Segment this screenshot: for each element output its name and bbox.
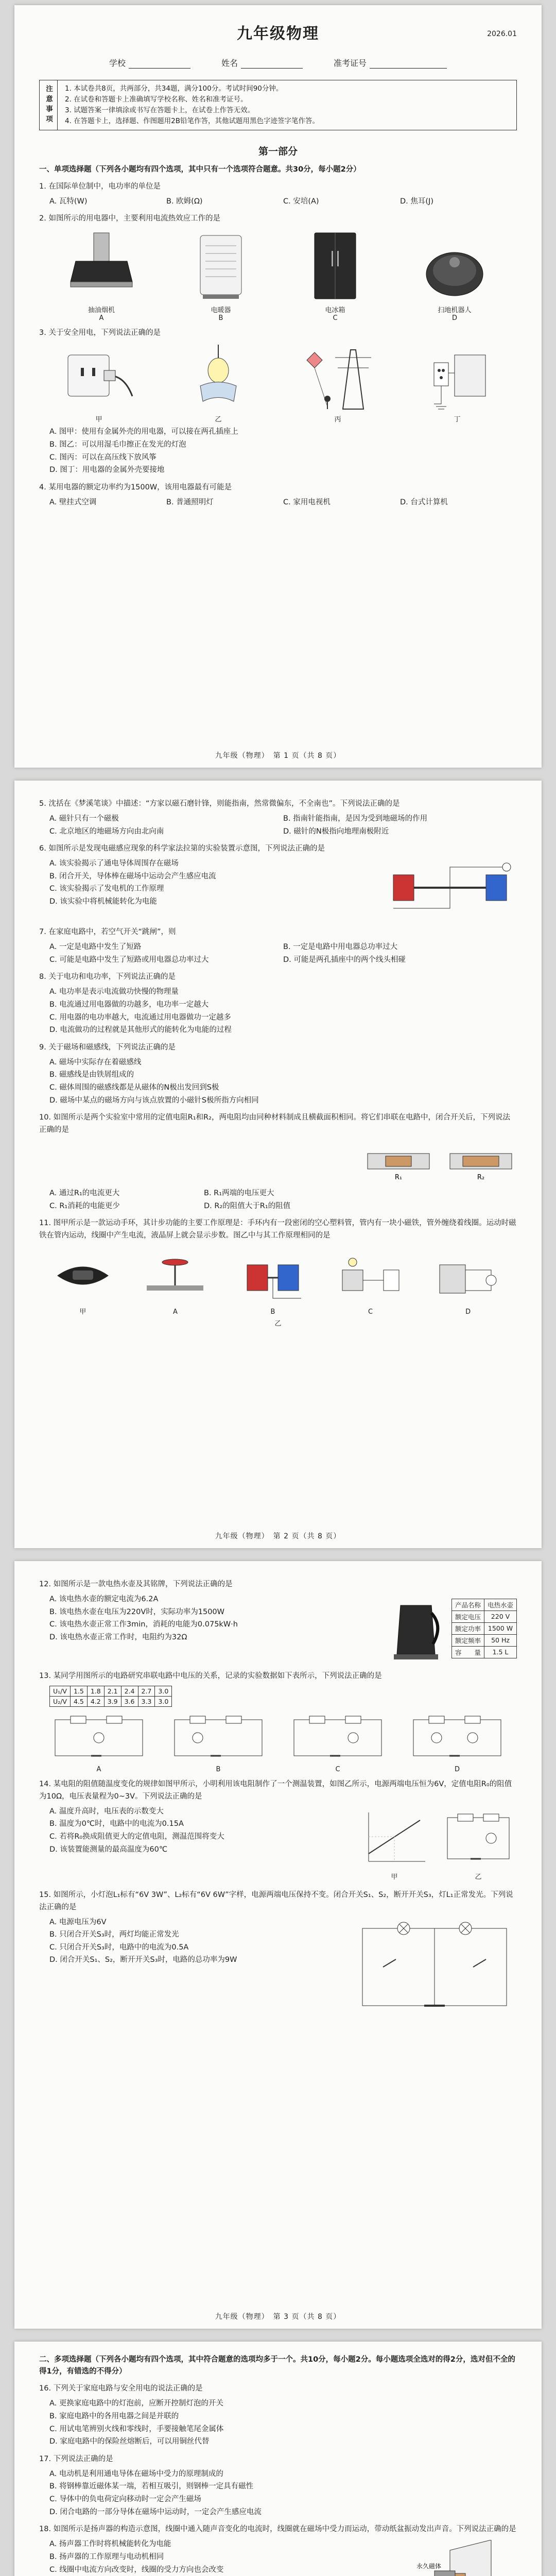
- option[interactable]: D. 焦耳(J): [400, 197, 433, 206]
- figure-label: 甲: [391, 1873, 398, 1881]
- option[interactable]: A. 电动机是利用通电导体在磁场中受力的原理制成的: [49, 2469, 223, 2478]
- question-stem: 8. 关于电功和电功率，下列说法正确的是: [39, 973, 176, 981]
- notice-item: 1. 本试卷共8页，共两部分，共34题，满分100分。考试时间90分钟。: [65, 84, 283, 93]
- part-title: 第一部分: [258, 145, 298, 157]
- page-footer: 九年级（物理） 第 1 页（共 8 页）: [215, 752, 341, 760]
- figure-two-lamp-circuit: [352, 1918, 517, 2018]
- option[interactable]: A. 磁针只有一个磁极: [49, 814, 119, 823]
- option[interactable]: A. 该电热水壶的额定电流为6.2A: [49, 1595, 159, 1603]
- exam-page-1: [14, 5, 542, 768]
- exam-date: 2026.01: [487, 30, 517, 38]
- figure-resistors: [362, 1141, 517, 1184]
- question-stem: 12. 如图所示是一款电热水壶及其铭牌，下列说法正确的是: [39, 1580, 233, 1588]
- circuit-option-c: [289, 1712, 387, 1773]
- figure-row: [39, 1712, 517, 1773]
- options: [39, 1916, 338, 1967]
- figure-kettle: [388, 1595, 517, 1662]
- option[interactable]: D. 磁针的N极指向地理南极附近: [283, 827, 389, 836]
- option[interactable]: D. R₂的阻值大于R₁的阻值: [204, 1201, 291, 1210]
- figure-caption: 抽油烟机: [88, 307, 115, 315]
- r2-label: R₂: [477, 1174, 485, 1182]
- circuit-option-a: [50, 1712, 148, 1773]
- option[interactable]: C. 用试电笔辨别火线和零线时，手要接触笔尾金属体: [49, 2425, 224, 2433]
- question-stem: 3. 关于安全用电，下列说法正确的是: [39, 329, 161, 337]
- voltage-table: U₁/V 1.5 1.8 2.1 2.4 2.7 3.0 U₂/V 4.5 4.2 3.9 3.6 3.3 3.0: [49, 1686, 172, 1707]
- question-stem: 11. 图甲所示是一款运动手环，其计步功能的主要工作原理是：手环内有一段密闭的空心塑料管，管内有一块小磁铁，管外缠绕着线圈。运动时磁铁在管内运动，线圈中产生电流，液晶屏上就会显示步数。图乙中与其工作原理相同的是: [39, 1219, 516, 1240]
- figure-row: [39, 1247, 517, 1316]
- exam-page-4: [14, 2342, 542, 2576]
- school-field[interactable]: 学校: [109, 57, 190, 69]
- figure-label: 乙: [215, 416, 222, 424]
- exam-title: 九年级物理: [237, 25, 319, 43]
- figure-letter: A: [99, 314, 104, 323]
- figure-label: A: [172, 1308, 178, 1316]
- question-stem: 4. 某用电器的额定功率约为1500W，该用电器最有可能是: [39, 483, 232, 492]
- options: [39, 1593, 338, 1644]
- figure-label: 乙: [475, 1873, 482, 1881]
- option[interactable]: C. 安培(A): [283, 197, 319, 206]
- options: [39, 2468, 517, 2519]
- option[interactable]: A. 该实验揭示了通电导体周围存在磁场: [49, 859, 179, 868]
- option[interactable]: A. 瓦特(W): [49, 197, 88, 206]
- option[interactable]: D. 可能是两孔插座中的两个线头相碰: [283, 955, 406, 964]
- notice-heading: 注意事项: [40, 80, 58, 130]
- question-stem: 10. 如图所示是两个实验室中常用的定值电阻R₁和R₂，两电阻均由同种材料制成且横截面积相同。将它们串联在电路中，闭合开关后，下列说法正确的是: [39, 1113, 510, 1134]
- figure-option-c: [332, 1249, 409, 1316]
- option[interactable]: D. 闭合开关S₁、S₂，断开开关S₃时，电路的总功率为9W: [49, 1956, 237, 1964]
- option[interactable]: B. 普通照明灯: [166, 498, 214, 506]
- options: [39, 2538, 369, 2576]
- notice-box: [39, 80, 517, 130]
- section-intro: 一、单项选择题（下列各小题均有四个选项，其中只有一个选项符合题意。共30分，每小题2分）: [39, 165, 361, 174]
- option[interactable]: C. R₁消耗的电能更少: [49, 1201, 120, 1210]
- figure-option-a: [136, 1249, 214, 1316]
- figure-row: [39, 345, 517, 423]
- option[interactable]: B. R₁两端的电压更大: [204, 1189, 274, 1198]
- question-stem: 9. 关于磁场和磁感线，下列说法正确的是: [39, 1043, 176, 1052]
- options: [39, 1056, 517, 1107]
- option[interactable]: C. 若将R₀换成阻值更大的定值电阻，测温范围将变大: [49, 1832, 224, 1841]
- option[interactable]: C. 磁体周围的磁感线都是从磁体的N极出发回到S极: [49, 1083, 219, 1092]
- option[interactable]: B. 图乙：可以用湿毛巾擦正在发光的灯泡: [49, 440, 186, 449]
- options: [39, 941, 517, 966]
- option[interactable]: C. 北京地区的地磁场方向由北向南: [49, 827, 164, 836]
- notice-item: 2. 在试卷和答题卡上准确填写学校名称、姓名和准考证号。: [65, 95, 248, 104]
- figure-label: 甲: [95, 416, 102, 424]
- circuit-option-d: [408, 1712, 506, 1773]
- option[interactable]: D. 磁场中某点的磁场方向与该点放置的小磁针S极所指方向相同: [49, 1096, 259, 1105]
- figure-fitness-band: [49, 1247, 116, 1316]
- question-stem: 17. 下列说法正确的是: [39, 2454, 113, 2463]
- circuit-option-b: [169, 1712, 267, 1773]
- option[interactable]: D. 闭合电路的一部分导体在磁场中运动时，一定会产生感应电流: [49, 2507, 262, 2516]
- option[interactable]: A. 磁场中实际存在着磁感线: [49, 1058, 142, 1066]
- option[interactable]: B. 磁感线是由铁屑组成的: [49, 1071, 134, 1079]
- figure-letter: D: [451, 314, 457, 323]
- option[interactable]: A. 扬声器工作时将机械能转化为电能: [49, 2540, 171, 2549]
- page-footer: 九年级（物理） 第 3 页（共 8 页）: [215, 2313, 341, 2321]
- option[interactable]: C. 该电热水壶正常工作3min，消耗的电能为0.075kW·h: [49, 1620, 238, 1629]
- figure-label: 丁: [454, 416, 461, 424]
- figure-letter: D: [454, 1765, 460, 1773]
- page-footer: 九年级（物理） 第 2 页（共 8 页）: [215, 1532, 341, 1540]
- options: [39, 496, 517, 509]
- notice-item: 3. 试题答案一律填涂或书写在答题卡上，在试卷上作答无效。: [65, 106, 255, 114]
- option[interactable]: C. 图丙：可以在高压线下放风筝: [49, 453, 157, 462]
- option[interactable]: B. 家庭电路中的各用电器之间是并联的: [49, 2412, 179, 2420]
- option[interactable]: C. 线圈中电流方向改变时，线圈的受力方向也会改变: [49, 2565, 224, 2574]
- figure-caption: 电暖器: [211, 307, 231, 315]
- nameplate-table: 产品名称 电热水壶 额定电压 220 V 额定功率 1500 W 额定频率 50 Hz 容 量 1.5 L: [451, 1599, 517, 1658]
- options: [39, 857, 369, 908]
- option[interactable]: B. 闭合开关，导体棒在磁场中运动会产生感应电流: [49, 872, 216, 880]
- option[interactable]: C. 导体中的负电荷定向移动时一定会产生磁场: [49, 2495, 201, 2504]
- option[interactable]: A. 电源电压为6V: [49, 1918, 107, 1926]
- figure-label: 丙: [334, 416, 341, 424]
- option[interactable]: A. 壁挂式空调: [49, 498, 97, 506]
- option[interactable]: D. 台式计算机: [400, 498, 448, 506]
- figure-caption: 电冰箱: [325, 307, 345, 315]
- option[interactable]: B. 电流通过用电器做的功越多，电功率一定越大: [49, 1000, 209, 1009]
- exam-number-field[interactable]: 准考证号: [334, 57, 447, 69]
- option[interactable]: D. 图丁：用电器的金属外壳要接地: [49, 466, 165, 474]
- question-stem: 1. 在国际单位制中，电功率的单位是: [39, 182, 161, 191]
- figure-electric-heater: [193, 230, 249, 322]
- options: [39, 986, 517, 1037]
- option[interactable]: C. 用电器的电功率越大，电流通过用电器做功一定越多: [49, 1013, 231, 1022]
- option[interactable]: D. 家庭电路中的保险丝熔断后，可以用铜丝代替: [49, 2437, 210, 2446]
- option[interactable]: D. 该实验中将机械能转化为电能: [49, 897, 157, 906]
- figure-wet-cloth-lamp: [180, 345, 257, 423]
- figure-caption: 扫地机器人: [438, 307, 472, 315]
- figure-label: D: [465, 1308, 471, 1316]
- figure-caption: 乙: [274, 1320, 282, 1328]
- figure-label: B: [270, 1308, 275, 1316]
- option[interactable]: B. 扬声器的工作原理与电动机相同: [49, 2552, 164, 2561]
- option[interactable]: C. 家用电视机: [283, 498, 331, 506]
- options: [39, 812, 517, 838]
- option[interactable]: B. 温度为0℃时，电路中的电流为0.15A: [49, 1820, 184, 1828]
- option[interactable]: D. 电流做功的过程就是其他形式的能转化为电能的过程: [49, 1026, 232, 1035]
- figure-label: C: [368, 1308, 373, 1316]
- question-stem: 6. 如图所示是发现电磁感应现象的科学家法拉第的实验装置示意图，下列说法正确的是: [39, 844, 325, 853]
- section-intro: 二、多项选择题（下列各小题均有四个选项，其中符合题意的选项均多于一个。共10分，每小题2分。每小题选项全选对的得2分，选对但不全的得1分，有错选的不得分）: [39, 2355, 515, 2376]
- option[interactable]: B. 将钢棒靠近磁体某一端，若相互吸引，则钢棒一定具有磁性: [49, 2482, 254, 2491]
- option[interactable]: C. 只闭合开关S₃时，电路中的电流为0.5A: [49, 1943, 189, 1952]
- figure-letter: B: [218, 314, 223, 323]
- options: [39, 1805, 348, 1856]
- figure-option-b: [234, 1249, 311, 1316]
- options: [39, 195, 517, 208]
- question-stem: 2. 如图所示的用电器中，主要利用电流热效应工作的是: [39, 214, 220, 223]
- figure-option-d: [429, 1249, 507, 1316]
- figure-thermistor: [358, 1807, 517, 1881]
- question-stem: 5. 沈括在《梦溪笔谈》中描述：“方家以磁石磨针锋，则能指南，然常微偏东，不全南也”。下列说法正确的是: [39, 800, 400, 808]
- exam-page-3: [14, 1561, 542, 2329]
- option[interactable]: C. 可能是电路中发生了短路或用电器总功率过大: [49, 955, 209, 964]
- option[interactable]: D. 该装置能测量的最高温度为60℃: [49, 1845, 168, 1854]
- figure-grounded-appliance: [419, 345, 496, 423]
- student-info-row: [39, 57, 517, 69]
- option[interactable]: A. 更换家庭电路中的灯泡前，应断开控制灯泡的开关: [49, 2399, 223, 2408]
- option[interactable]: B. 一定是电路中用电器总功率过大: [283, 943, 398, 952]
- figure-row: [39, 230, 517, 322]
- figure-label: 甲: [79, 1308, 86, 1316]
- label-magnet: 永久磁体: [416, 2563, 442, 2570]
- figure-robot-vacuum: [421, 230, 488, 322]
- notice-item: 4. 在答题卡上，选择题、作图题用2B铅笔作答，其他试题用黑色字迹签字笔作答。: [65, 116, 320, 125]
- figure-kite-power-line: [299, 345, 376, 423]
- option[interactable]: B. 指南针能指南，是因为受到地磁场的作用: [283, 814, 428, 823]
- option[interactable]: A. 通过R₁的电流更大: [49, 1189, 120, 1198]
- figure-letter: A: [96, 1765, 101, 1773]
- options: [39, 426, 517, 477]
- figure-socket: [60, 345, 137, 423]
- figure-range-hood: [68, 230, 135, 322]
- figure-faraday-apparatus: [383, 859, 517, 918]
- option[interactable]: A. 电功率是表示电流做功快慢的物理量: [49, 988, 179, 996]
- question-stem: 16. 下列关于家庭电路与安全用电的说法正确的是: [39, 2384, 203, 2393]
- figure-letter: C: [335, 1765, 340, 1773]
- figure-letter: C: [333, 314, 338, 323]
- option[interactable]: A. 一定是电路中发生了短路: [49, 943, 142, 952]
- name-field[interactable]: 姓名: [221, 57, 303, 69]
- option[interactable]: A. 图甲：使用有金属外壳的用电器，可以接在两孔插座上: [49, 428, 238, 436]
- figure-letter: B: [216, 1765, 221, 1773]
- option[interactable]: B. 欧姆(Ω): [166, 197, 203, 206]
- figure-speaker: [414, 2540, 517, 2576]
- option[interactable]: A. 温度升高时，电压表的示数变大: [49, 1807, 164, 1816]
- question-stem: 7. 在家庭电路中，若空气开关“跳闸”，则: [39, 928, 176, 937]
- question-stem: 13. 某同学用图所示的电路研究串联电路中电压的关系，记录的实验数据如下表所示，下列说法正确的是: [39, 1671, 382, 1680]
- r1-label: R₁: [394, 1174, 403, 1182]
- question-stem: 14. 某电阻的阻值随温度变化的规律如图甲所示，小明利用该电阻制作了一个测温装置，如图乙所示，电源两端电压恒为6V，定值电阻R₀的阻值为10Ω，电压表量程为0~3V。下列说法正确的是: [39, 1780, 512, 1801]
- exam-page-2: [14, 781, 542, 1548]
- figure-refrigerator: [307, 230, 363, 322]
- question-stem: 15. 如图所示，小灯泡L₁标有“6V 3W”、L₂标有“6V 6W”字样，电源两端电压保持不变。闭合开关S₁、S₂，断开开关S₃，灯L₁正常发光。下列说法正确的是: [39, 1890, 513, 1911]
- option[interactable]: C. 该实验揭示了发电机的工作原理: [49, 885, 164, 893]
- option[interactable]: D. 该电热水壶正常工作时，电阻约为32Ω: [49, 1633, 187, 1641]
- options: [39, 2397, 517, 2448]
- options: [39, 1187, 358, 1212]
- question-stem: 18. 如图所示是扬声器的构造示意图，线圈中通入随声音变化的电流时，线圈就在磁场中受力而运动，带动纸盆振动发出声音。下列说法正确的是: [39, 2525, 516, 2534]
- option[interactable]: B. 只闭合开关S₃时，两灯均能正常发光: [49, 1930, 179, 1939]
- option[interactable]: B. 该电热水壶在电压为220V时，实际功率为1500W: [49, 1607, 224, 1616]
